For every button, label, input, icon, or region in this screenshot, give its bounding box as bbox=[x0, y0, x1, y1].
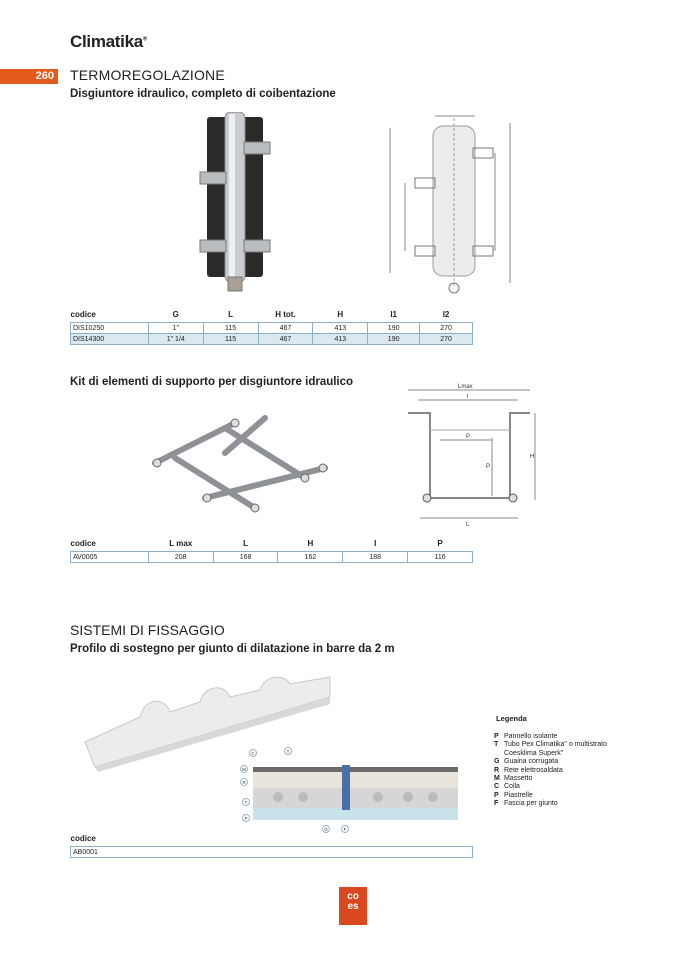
legend-title: Legenda bbox=[496, 714, 527, 723]
cell: 115 bbox=[203, 334, 258, 345]
label-h: H bbox=[530, 454, 535, 460]
legend-item: T Tubo Pex Climatika" o multistrato Coesklima Superk" bbox=[494, 741, 607, 757]
legend-item: R Rete elettrosaldata bbox=[494, 766, 563, 774]
cell: 467 bbox=[258, 334, 313, 345]
kit-supporto-photo bbox=[145, 403, 335, 523]
label-l-bottom: L bbox=[466, 522, 470, 528]
col-p: P bbox=[437, 539, 443, 548]
col-codice: codice bbox=[70, 310, 96, 319]
cell: 116 bbox=[408, 552, 473, 563]
col-h: H bbox=[307, 539, 314, 548]
legend-list bbox=[494, 733, 664, 809]
legend-item: P Pannello isolante bbox=[494, 733, 558, 740]
cell: 162 bbox=[278, 552, 343, 563]
col-h: H bbox=[337, 310, 344, 319]
product-subtitle-disgiuntore: Disgiuntore idraulico, completo di coibentazione bbox=[70, 88, 336, 100]
product-subtitle-profilo: Profilo di sostegno per giunto di dilatazione in barre da 2 m bbox=[70, 643, 395, 655]
col-htot: H tot. bbox=[275, 310, 296, 319]
table-row bbox=[71, 323, 473, 334]
section-title-termoregolazione: TERMOREGOLAZIONE bbox=[70, 67, 225, 83]
col-lmax: L max bbox=[169, 539, 193, 548]
brand-logo: Climatika® bbox=[70, 32, 148, 51]
cell: DIS10250 bbox=[71, 323, 149, 334]
cell: AB0001 bbox=[71, 847, 473, 858]
col-codice: codice bbox=[70, 834, 96, 843]
col-l: L bbox=[228, 310, 234, 319]
disgiuntore-technical-drawing bbox=[385, 108, 530, 298]
cell: AV0005 bbox=[71, 552, 149, 563]
cell: 190 bbox=[368, 323, 420, 334]
disgiuntore-spec-table bbox=[70, 310, 473, 345]
col-i2: I2 bbox=[442, 310, 450, 319]
col-l: L bbox=[243, 539, 249, 548]
table-row bbox=[71, 552, 473, 563]
callout-t2: T bbox=[244, 800, 248, 805]
col-g: G bbox=[172, 310, 179, 319]
cell: 1" bbox=[148, 323, 203, 334]
profilo-spec-table bbox=[70, 834, 473, 858]
cell: DIS14300 bbox=[71, 334, 149, 345]
table-row bbox=[71, 847, 473, 858]
callout-r: R bbox=[242, 780, 246, 785]
table-header-row bbox=[71, 310, 473, 323]
callout-f: F bbox=[343, 827, 347, 832]
cell: 413 bbox=[313, 334, 368, 345]
cell: 467 bbox=[258, 323, 313, 334]
label-lmax: Lmax bbox=[458, 384, 473, 390]
cell: 270 bbox=[420, 323, 473, 334]
callout-c: C bbox=[251, 751, 255, 756]
section-title-fissaggio: SISTEMI DI FISSAGGIO bbox=[70, 622, 225, 638]
cell: 115 bbox=[203, 323, 258, 334]
callout-m: M bbox=[242, 767, 246, 772]
cell: 208 bbox=[148, 552, 213, 563]
cell: 270 bbox=[420, 334, 473, 345]
disgiuntore-photo bbox=[195, 112, 275, 297]
kit-supporto-technical-drawing bbox=[400, 378, 550, 528]
callout-p: P bbox=[244, 816, 248, 821]
cell: 413 bbox=[313, 323, 368, 334]
legend-item: F Fascia per giunto bbox=[494, 800, 558, 808]
cell: 168 bbox=[213, 552, 278, 563]
col-i1: I1 bbox=[390, 310, 397, 319]
callout-g: G bbox=[324, 827, 328, 832]
cell: 1" 1/4 bbox=[148, 334, 203, 345]
table-header-row bbox=[71, 539, 473, 552]
col-i: I bbox=[374, 539, 377, 548]
page-number: 260 bbox=[0, 69, 58, 84]
label-l-top: l bbox=[467, 394, 469, 400]
kit-supporto-spec-table bbox=[70, 539, 473, 563]
legend-item: M Massetto bbox=[494, 775, 533, 783]
label-p1: P bbox=[466, 434, 471, 440]
callout-t: T bbox=[286, 749, 290, 754]
label-p2: P bbox=[486, 464, 491, 470]
col-codice: codice bbox=[70, 539, 96, 548]
legend-item: G Guaina corrugata bbox=[494, 758, 559, 766]
table-header-row bbox=[71, 834, 473, 847]
cell: 188 bbox=[343, 552, 408, 563]
legend-item: P Piastrelle bbox=[494, 791, 533, 799]
cell: 190 bbox=[368, 334, 420, 345]
pavimento-sezione-drawing bbox=[238, 745, 460, 835]
product-subtitle-kit-supporto: Kit di elementi di supporto per disgiuntore idraulico bbox=[70, 376, 354, 388]
table-row bbox=[71, 334, 473, 345]
legend-item: C Colla bbox=[494, 783, 520, 791]
coes-logo: co es bbox=[339, 887, 367, 925]
